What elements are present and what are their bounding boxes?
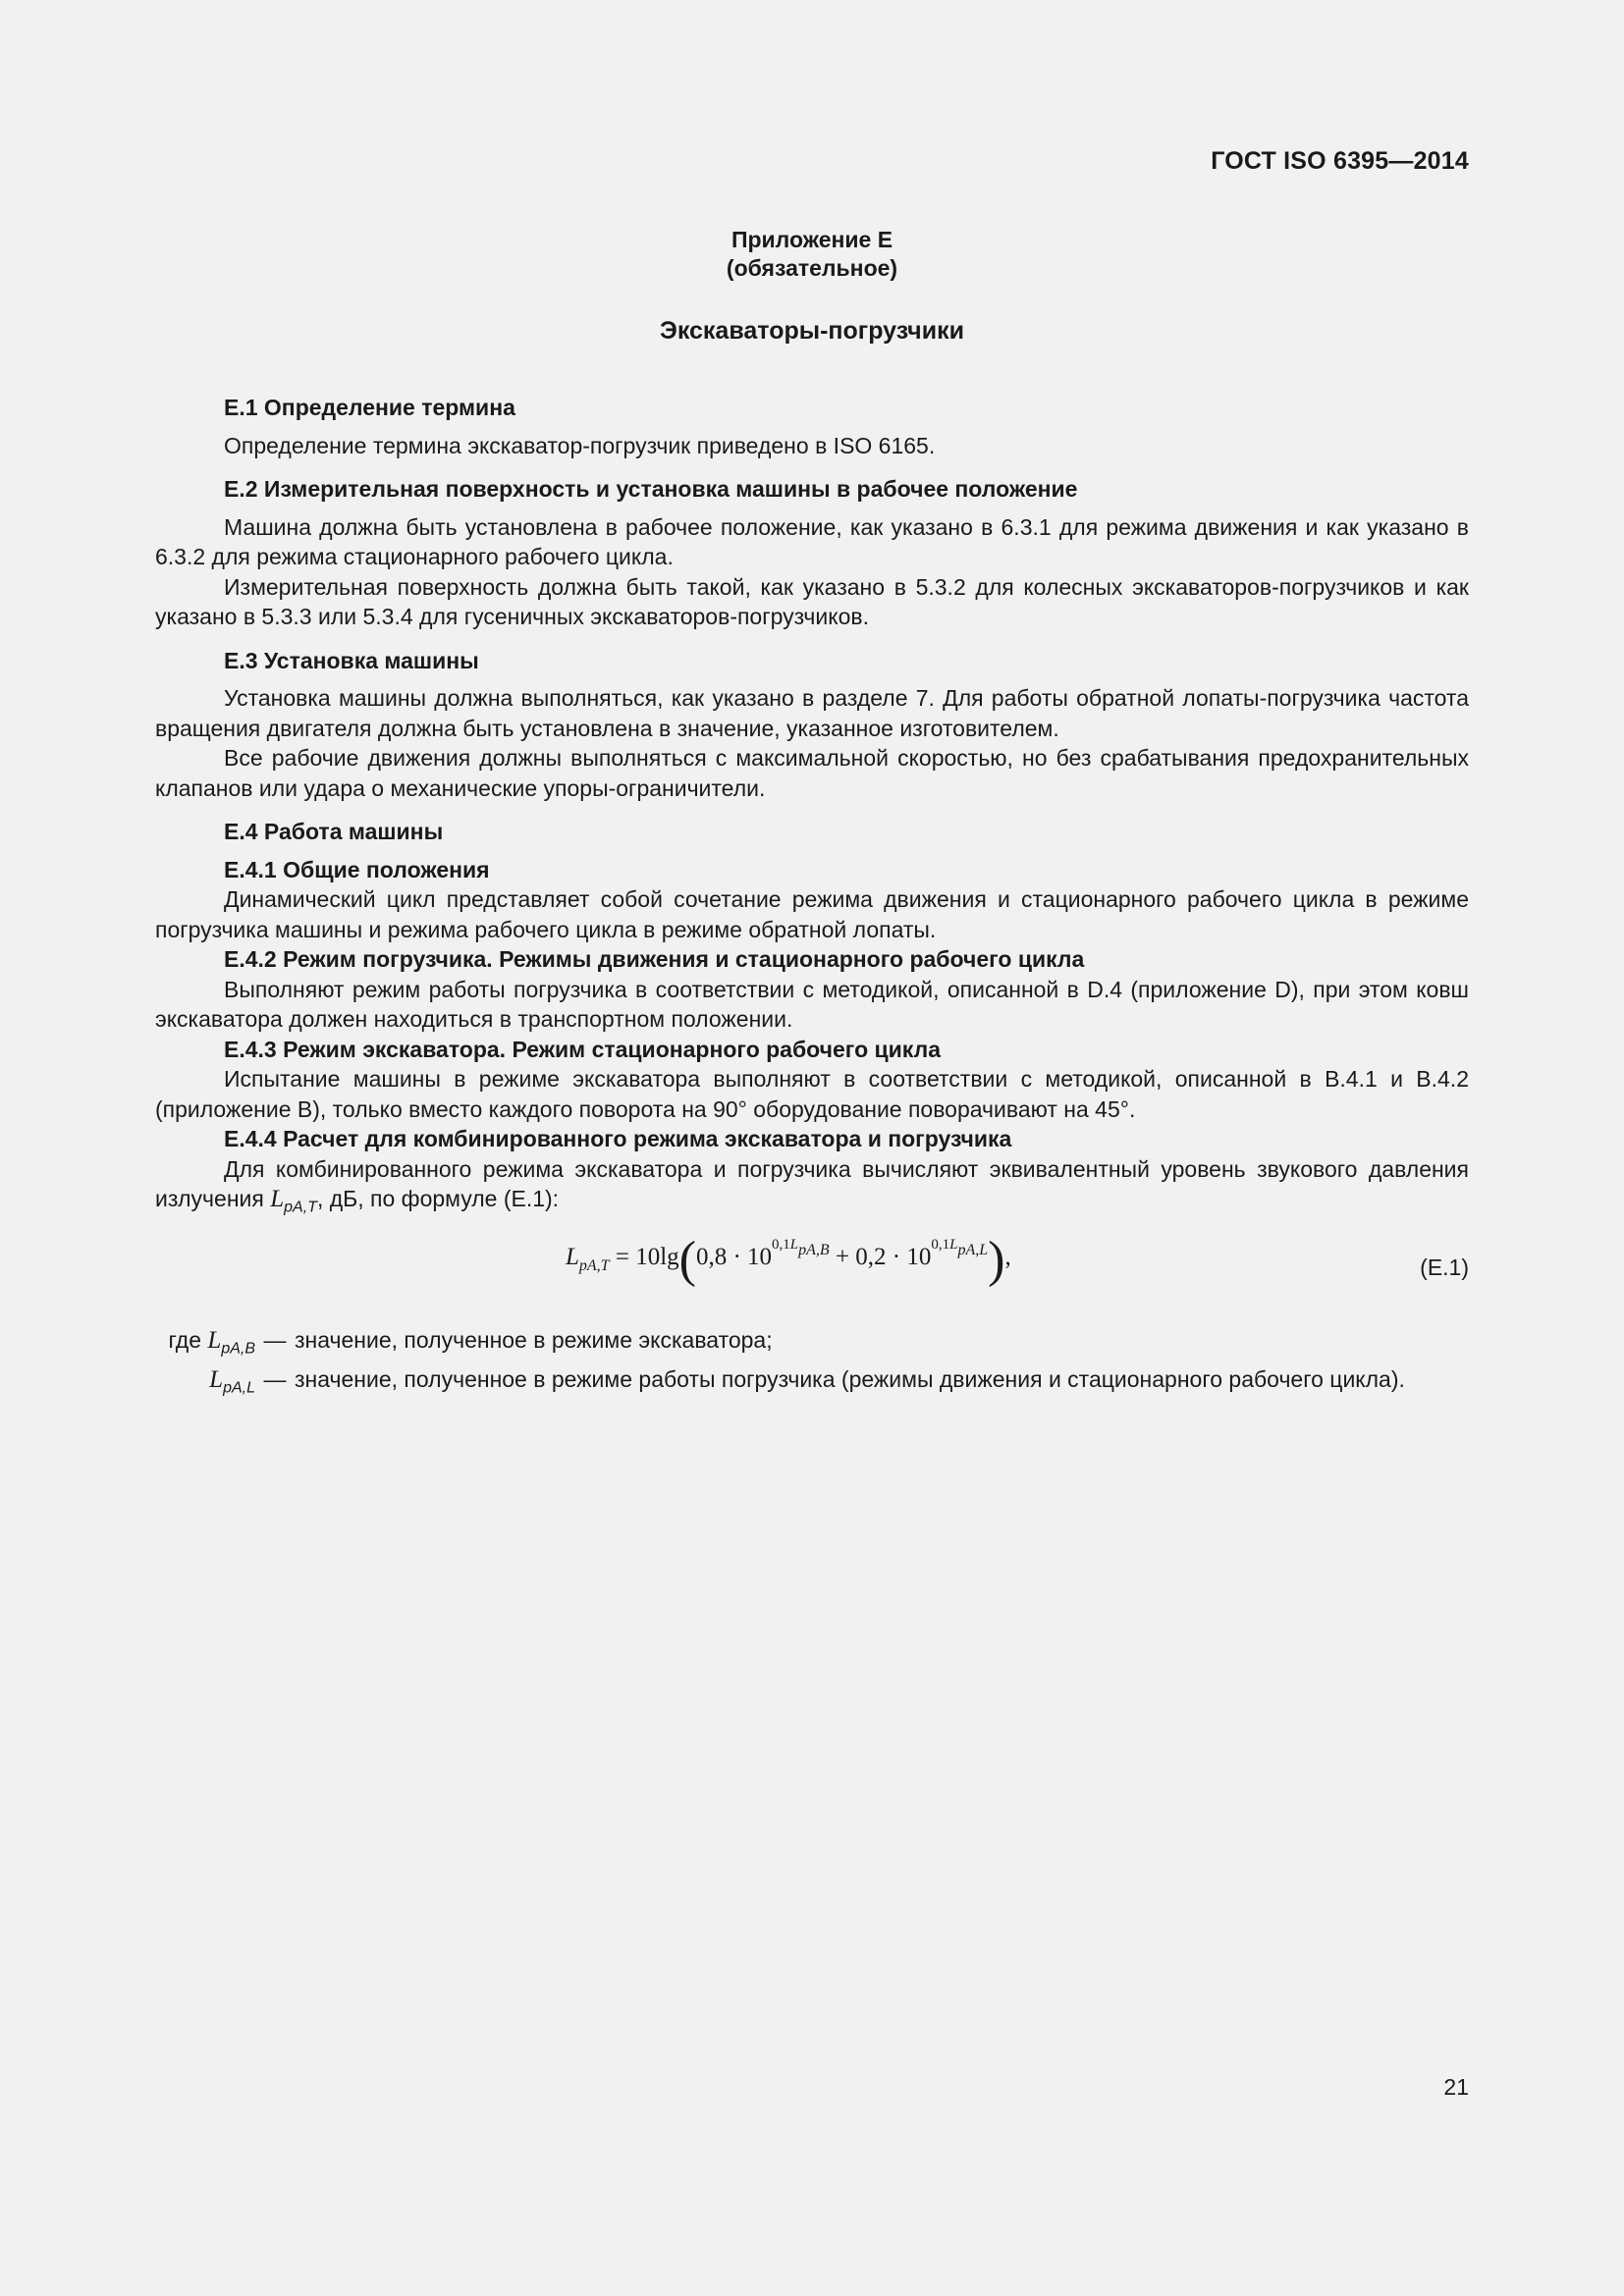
where-lead-word: где: [168, 1327, 202, 1354]
section-e3-paragraph-2: Все рабочие движения должны выполняться с максимальной скоростью, но без срабатывания предохранительных клапанов или удара о механические упоры-ограничители.: [155, 745, 1469, 801]
paragraph-text-after-symbol: , дБ, по формуле (Е.1):: [316, 1186, 560, 1211]
where-item-2-text: значение, полученное в режиме работы погрузчика (режимы движения и стационарного рабочего цикла).: [295, 1366, 1405, 1393]
section-e1-heading: Е.1 Определение термина: [224, 395, 515, 420]
where-item-2: $L_{pA,L}$ — значение, полученное в режиме работы погрузчика (режимы движения и стационарного рабочего цикла).: [108, 1364, 1469, 1404]
paragraph-text-before-symbol: Для комбинированного режима экскаватора и погрузчика вычисляют эквивалентный уровень звукового давления излучения: [155, 1155, 1469, 1211]
section-e41-paragraph-1: Динамический цикл представляет собой сочетание режима движения и стационарного рабочего цикла в режиме погрузчика машины и режима рабочего цикла в режиме обратной лопаты.: [155, 886, 1469, 942]
section-e41-heading: Е.4.1 Общие положения: [224, 856, 490, 882]
section-e2-heading: Е.2 Измерительная поверхность и установка машины в рабочее положение: [224, 476, 1078, 502]
section-e43-heading: Е.4.3 Режим экскаватора. Режим стационарного рабочего цикла: [224, 1036, 941, 1062]
formula-close-paren: ): [988, 1232, 1005, 1289]
section-e43-paragraph-1: Испытание машины в режиме экскаватора выполняют в соответствии с методикой, описанной в В.4.1 и В.4.2 (приложение В), только вместо каждого поворота на 90° оборудование поворачивают на 45°.: [155, 1066, 1469, 1122]
section-e2-paragraph-2: Измерительная поверхность должна быть такой, как указано в 5.3.2 для колесных экскаваторов-погрузчиков и как указано в 5.3.3 или 5.3.4 для гусеничных экскаваторов-погрузчиков.: [155, 573, 1469, 629]
where-item-1: где $L_{pA,B}$ — значение, полученное в режиме экскаватора;: [108, 1325, 1469, 1364]
formula-number: (Е.1): [1420, 1255, 1469, 1281]
document-code: ГОСТ ISO 6395—2014: [1211, 147, 1469, 175]
section-e2-paragraph-1: Машина должна быть установлена в рабочее положение, как указано в 6.3.1 для режима движения и как указано в 6.3.2 для режима стационарного рабочего цикла.: [155, 513, 1469, 569]
section-e3-paragraph-1: Установка машины должна выполняться, как указано в разделе 7. Для работы обратной лопаты-погрузчика частота вращения двигателя должна быть установлена в значение, указанное изготовителем.: [155, 685, 1469, 741]
symbol-lpat: $L_{pA,T}$: [270, 1186, 317, 1216]
formula-expression: $L_{pA,T} = 10\lg(0,8 \cdot 10^{0,1L_{pA,B}} + 0,2 \cdot 10^{0,1L_{pA,L}})$,: [566, 1232, 1011, 1289]
document-body: [155, 393, 1469, 1404]
section-e44-paragraph-1: [155, 1154, 1469, 1224]
where-list: [108, 1325, 1469, 1404]
formula-exponent-2: 0,1LpA,L: [931, 1237, 989, 1259]
formula-pat-subscript: pA,T: [578, 1257, 610, 1275]
page-number: 21: [1443, 2074, 1469, 2100]
formula-open-paren: (: [678, 1232, 696, 1289]
section-e42-heading: Е.4.2 Режим погрузчика. Режимы движения и стационарного рабочего цикла: [224, 946, 1085, 972]
formula-l-symbol: L: [566, 1244, 579, 1271]
main-title: Экскаваторы-погрузчики: [660, 317, 964, 345]
appendix-title: Приложение Е: [731, 227, 893, 252]
section-e4-heading: Е.4 Работа машины: [224, 819, 444, 844]
formula-exponent-1: 0,1LpA,B: [772, 1237, 830, 1259]
section-e1-paragraph-1: Определение термина экскаватор-погрузчик приведено в ISO 6165.: [224, 432, 936, 458]
appendix-status: (обязательное): [726, 255, 898, 281]
where-item-1-text: значение, полученное в режиме экскаватора;: [295, 1327, 773, 1354]
appendix-heading: [0, 226, 1624, 283]
section-e42-paragraph-1: Выполняют режим работы погрузчика в соответствии с методикой, описанной в D.4 (приложение D), при этом ковш экскаватора должен находиться в транспортном положении.: [155, 976, 1469, 1032]
formula-e1: [155, 1231, 1469, 1300]
section-e3-heading: Е.3 Установка машины: [224, 647, 479, 673]
section-e44-heading: Е.4.4 Расчет для комбинированного режима экскаватора и погрузчика: [224, 1126, 1012, 1151]
